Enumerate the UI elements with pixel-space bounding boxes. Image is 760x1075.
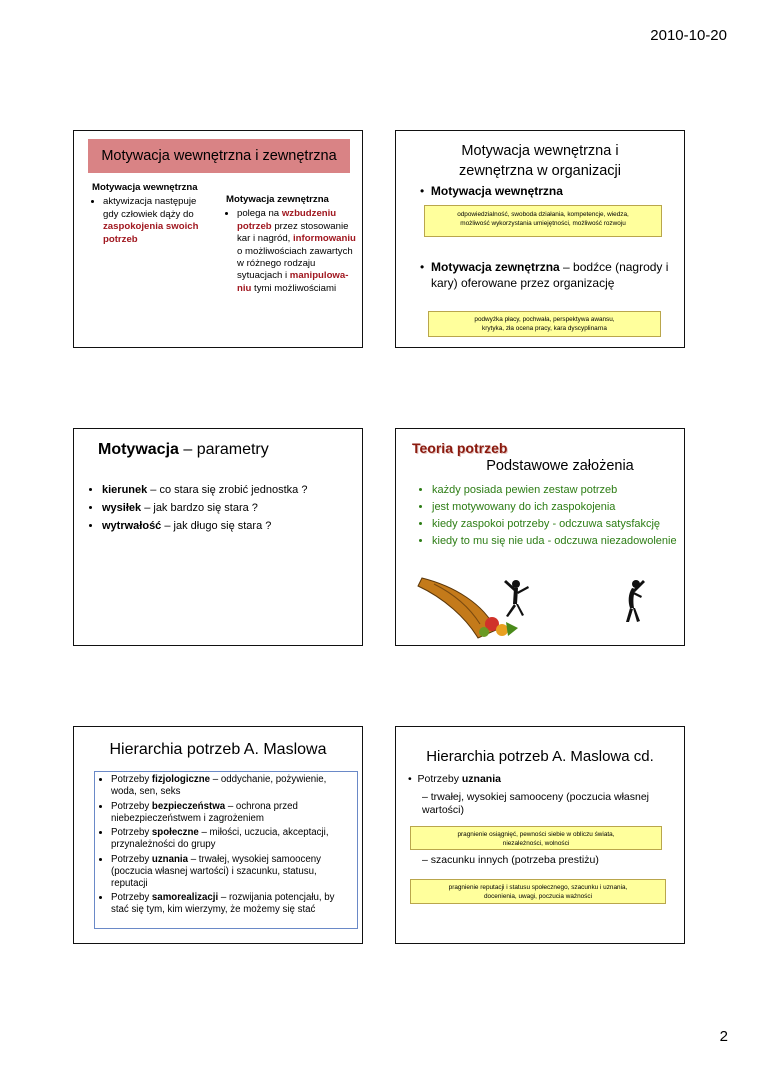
external-motivation-bullet: • Motywacja zewnętrzna – bodźce (nagrody i kary) oferowane przez organizację: [420, 260, 669, 290]
list-item: • każdy posiada pewien zestaw potrzeb: [432, 483, 685, 497]
theory-heading: Teoria potrzeb: [412, 440, 508, 456]
sad-figure-icon: [626, 580, 645, 622]
slide-2: [395, 130, 685, 348]
page-number: 2: [719, 1028, 728, 1045]
external-motivation-column: [226, 194, 356, 295]
slide-2-title: Motywacja wewnętrzna i zewnętrzna w organizacji: [459, 143, 621, 179]
assumptions-list: [420, 483, 685, 551]
reputation-box: pragnienie reputacji i statusu społecznego, szacunku i uznania, docenienia, uwagi, poczucia ważności: [410, 879, 666, 904]
internal-motivation-bullet: • Motywacja wewnętrzna: [420, 184, 563, 198]
internal-examples-box: odpowiedzialność, swoboda działania, kompetencje, wiedza, możliwość wykorzystania umiejętności, możliwość rozwoju: [424, 205, 662, 237]
list-item: • Potrzeby samorealizacji – rozwijania potencjału, by stać się tym, kim wierzymy, że możemy się stać: [111, 892, 353, 916]
parameters-list: [90, 481, 307, 535]
slide-6: [395, 726, 685, 944]
list-item: • Potrzeby uznania – trwałej, wysokiej samooceny (poczucia własnej wartości) i szacunku, statusu, reputacji: [111, 854, 353, 890]
list-item: • kierunek – co stara się zrobić jednostka ?: [102, 481, 307, 499]
self-esteem-subitem: – trwałej, wysokiej samooceny (poczucia własnej wartości): [422, 791, 650, 816]
external-motivation-bullet: • polega na wzbudzeniu potrzeb przez stosowanie kar i nagród, informowaniu o możliwościach zawartych w różnego rodzaju sytuacjach i manipulowa-niu tymi możliwościami: [237, 208, 356, 295]
slide-4: [395, 428, 685, 646]
document-date: 2010-10-20: [650, 27, 727, 44]
list-item: • wysiłek – jak bardzo się stara ?: [102, 499, 307, 517]
slide-1-title: Motywacja wewnętrzna i zewnętrzna: [88, 139, 350, 173]
list-item: • wytrwałość – jak długo się stara ?: [102, 517, 307, 535]
happy-figure-icon: [504, 580, 529, 617]
internal-motivation-heading: Motywacja wewnętrzna: [92, 182, 198, 193]
external-examples-box: podwyżka płacy, pochwała, perspektywa awansu, krytyka, zła ocena pracy, kara dyscyplinarna: [428, 311, 661, 337]
recognition-bullet: • Potrzeby uznania: [408, 773, 501, 785]
slide-6-title: Hierarchia potrzeb A. Maslowa cd.: [426, 748, 654, 765]
internal-motivation-bullet: • aktywizacja następuje gdy człowiek dąży do zaspokojenia swoich potrzeb: [103, 196, 212, 246]
list-item: • kiedy to mu się nie uda - odczuwa niezadowolenie: [432, 534, 685, 548]
list-item: • Potrzeby społeczne – miłości, uczucia, akceptacji, przynależności do grupy: [111, 827, 353, 851]
slide-5: [73, 726, 363, 944]
slide-1: [73, 130, 363, 348]
cornucopia-clipart: [414, 574, 674, 644]
internal-motivation-column: [92, 182, 212, 246]
external-motivation-heading: Motywacja zewnętrzna: [226, 194, 329, 205]
slide-3-title: Motywacja – parametry: [98, 441, 269, 458]
slide-5-title: Hierarchia potrzeb A. Maslowa: [109, 741, 327, 758]
maslow-list-box: [94, 771, 358, 929]
slide-3: [73, 428, 363, 646]
list-item: • Potrzeby fizjologiczne – oddychanie, pożywienie, woda, sen, seks: [111, 774, 353, 798]
list-item: • kiedy zaspokoi potrzeby - odczuwa satysfakcję: [432, 517, 685, 531]
list-item: • jest motywowany do ich zaspokojenia: [432, 500, 685, 514]
slide-4-subtitle: Podstawowe założenia: [486, 458, 634, 474]
achievement-box: pragnienie osiągnięć, pewności siebie w obliczu świata, niezależności, wolności: [410, 826, 662, 850]
respect-subitem: – szacunku innych (potrzeba prestiżu): [422, 854, 599, 866]
list-item: • Potrzeby bezpieczeństwa – ochrona przed niebezpieczeństwem i zagrożeniem: [111, 801, 353, 825]
